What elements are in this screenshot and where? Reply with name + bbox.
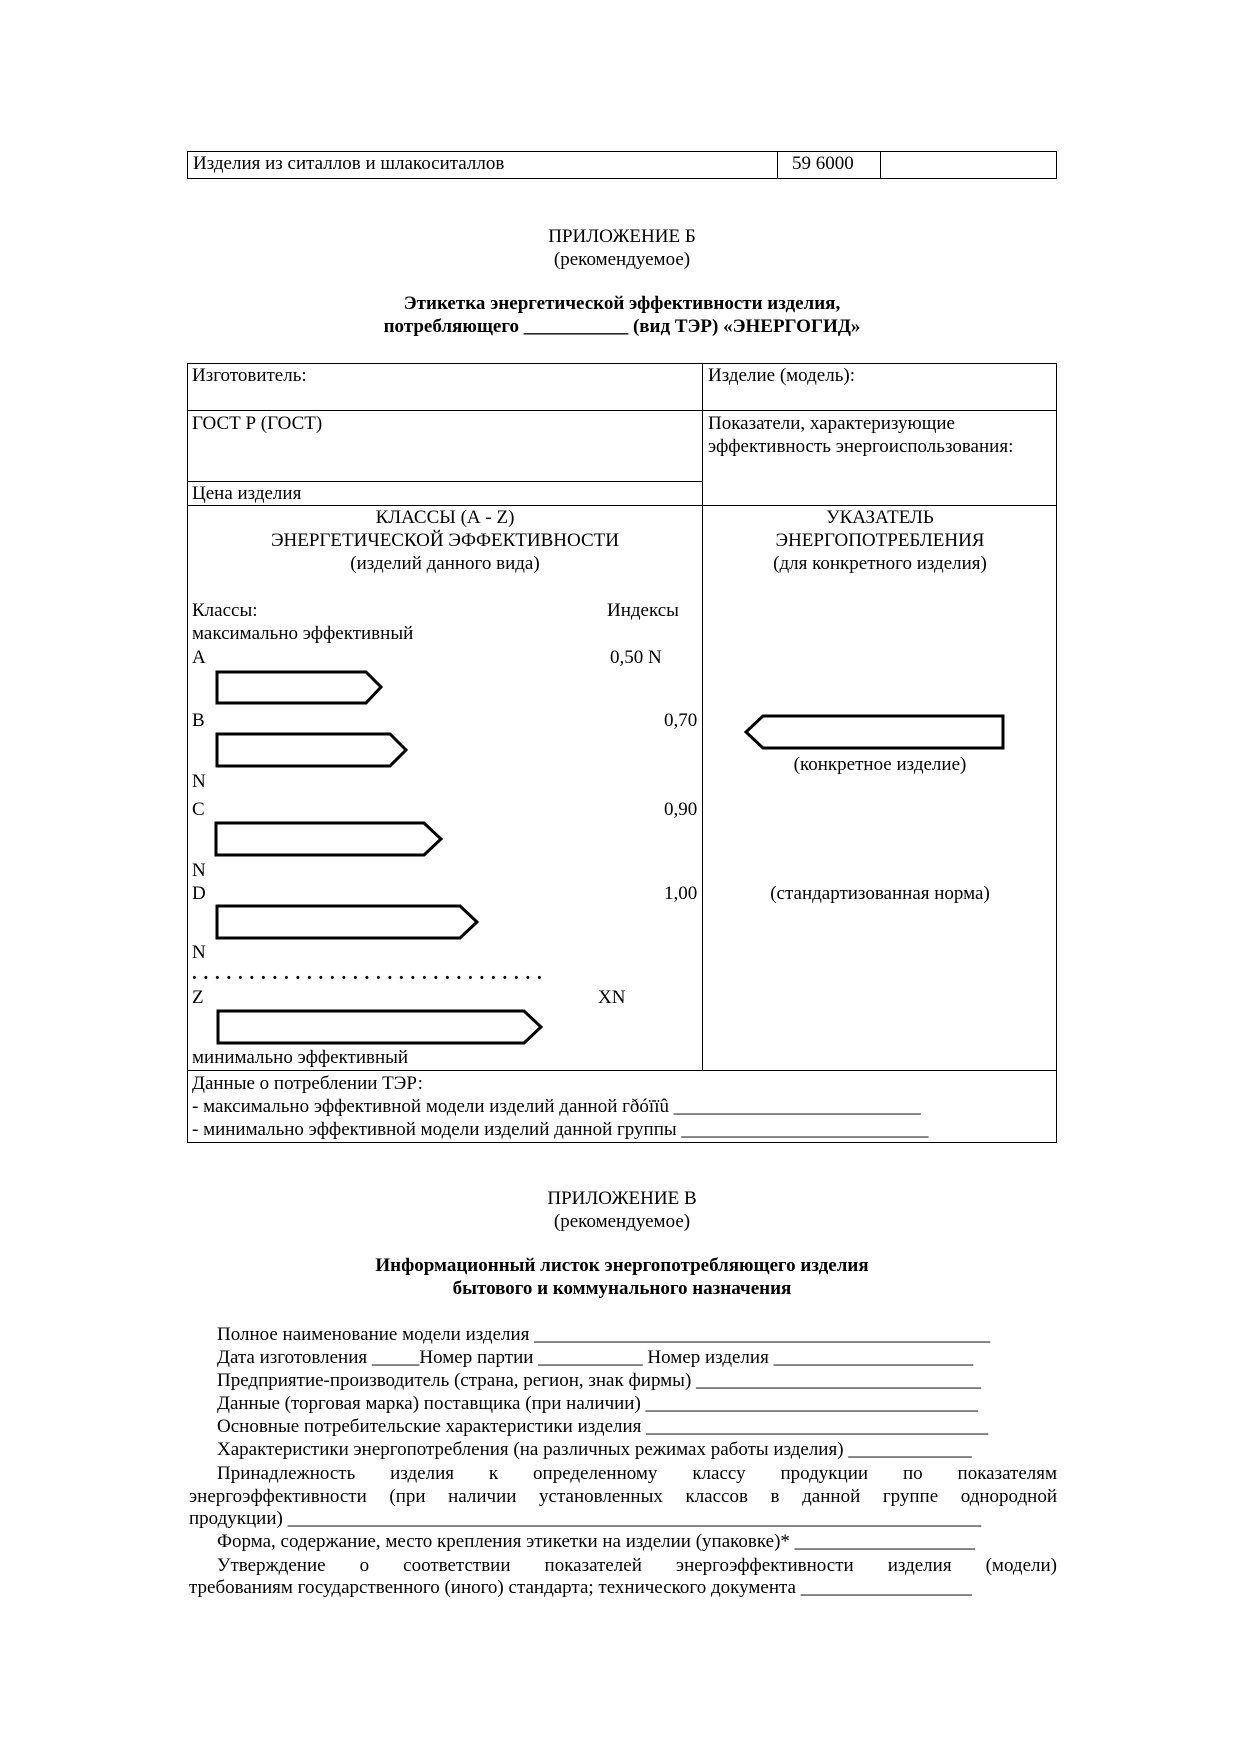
appendix-c-subheading: (рекомендуемое) — [553, 1211, 691, 1232]
class-c-letter: C — [192, 799, 205, 820]
classes-column-label: Классы: — [192, 600, 258, 621]
appendix-b-title-line2: потребляющего ___________ (вид ТЭР) «ЭНЕРГОГИД» — [383, 316, 861, 337]
pointer-title-2: ЭНЕРГОПОТРЕБЛЕНИЯ — [775, 530, 985, 551]
class-d-n: N — [192, 942, 206, 963]
info-line-date-batch: Дата изготовления _____Номер партии ___________ Номер изделия _____________________ — [217, 1347, 974, 1368]
class-b-letter: B — [192, 710, 205, 731]
info-line-full-name: Полное наименование модели изделия ________________________________________________ — [217, 1324, 991, 1345]
membership-line3: продукции) _________________________________________________________________________ — [189, 1508, 982, 1529]
top-row-code: 59 6000 — [792, 153, 854, 174]
class-c-index: 0,90 — [664, 799, 698, 820]
class-z-index: XN — [598, 987, 626, 1008]
classes-title-2: ЭНЕРГЕТИЧЕСКОЙ ЭФФЕКТИВНОСТИ — [271, 530, 619, 551]
statement-line2: требованиям государственного (иного) стандарта; технического документа __________________ — [189, 1577, 972, 1598]
pointer-title-1: УКАЗАТЕЛЬ — [826, 507, 934, 528]
appendix-b-heading: ПРИЛОЖЕНИЕ Б — [548, 226, 696, 247]
class-a-letter: A — [192, 647, 206, 668]
statement-line1: Утверждение о соответствии показателей энергоэффективности изделия (модели) — [217, 1555, 1057, 1576]
info-line-manufacturer: Предприятие-производитель (страна, регион, знак фирмы) ______________________________ — [217, 1370, 982, 1391]
price-label: Цена изделия — [192, 483, 302, 504]
appendix-b-subheading: (рекомендуемое) — [553, 249, 691, 270]
classes-title-1: КЛАССЫ (А - Z) — [375, 507, 515, 528]
gost-label: ГОСТ Р (ГОСТ) — [192, 413, 323, 434]
consumption-title: Данные о потреблении ТЭР: — [192, 1073, 423, 1094]
class-b-index: 0,70 — [664, 710, 698, 731]
class-d-letter: D — [192, 883, 206, 904]
class-c-n: N — [192, 860, 206, 881]
info-line-energy-consumption: Характеристики энергопотребления (на различных режимах работы изделия) _____________ — [217, 1439, 972, 1460]
product-model-label: Изделие (модель): — [708, 365, 855, 386]
indicators-label-line2: эффективность энергоиспользования: — [708, 436, 1014, 457]
class-b-n: N — [192, 771, 206, 792]
consumption-min-line: - минимально эффективной модели изделий данной группы __________________________ — [192, 1119, 929, 1140]
top-row-name: Изделия из ситаллов и шлакоситаллов — [193, 153, 505, 174]
pointer-title-3: (для конкретного изделия) — [773, 553, 987, 574]
membership-line2: энергоэффективности (при наличии установленных классов в данной группе однородной — [189, 1486, 1057, 1507]
appendix-c-title-line2: бытового и коммунального назначения — [452, 1278, 792, 1299]
appendix-c-title-line1: Информационный листок энергопотребляющего изделия — [375, 1255, 869, 1276]
info-line-characteristics: Основные потребительские характеристики изделия ____________________________________ — [217, 1416, 989, 1437]
dotted-separator: . . . . . . . . . . . . . . . . . . . . . . . . . . . . . . . — [192, 963, 543, 984]
min-efficient-label: минимально эффективный — [192, 1047, 409, 1068]
indicators-label-line1: Показатели, характеризующие — [708, 413, 955, 434]
manufacturer-label: Изготовитель: — [192, 365, 307, 386]
consumption-max-line: - максимально эффективной модели изделий данной гðóïïû __________________________ — [192, 1096, 921, 1117]
indexes-column-label: Индексы — [607, 600, 679, 621]
appendix-b-title-line1: Этикетка энергетической эффективности изделия, — [403, 293, 841, 314]
max-efficient-label: максимально эффективный — [192, 623, 414, 644]
info-line-form: Форма, содержание, место крепления этикетки на изделии (упаковке)* ___________________ — [217, 1531, 976, 1552]
standard-norm-label: (стандартизованная норма) — [770, 883, 990, 904]
membership-line1: Принадлежность изделия к определенному классу продукции по показателям — [217, 1463, 1057, 1484]
class-z-letter: Z — [192, 987, 204, 1008]
specific-product-label: (конкретное изделие) — [793, 754, 967, 775]
info-line-supplier: Данные (торговая марка) поставщика (при наличии) ___________________________________ — [217, 1393, 979, 1414]
class-d-index: 1,00 — [664, 883, 698, 904]
appendix-c-heading: ПРИЛОЖЕНИЕ В — [547, 1188, 697, 1209]
classes-title-3: (изделий данного вида) — [350, 553, 540, 574]
class-a-index: 0,50 N — [610, 647, 662, 668]
